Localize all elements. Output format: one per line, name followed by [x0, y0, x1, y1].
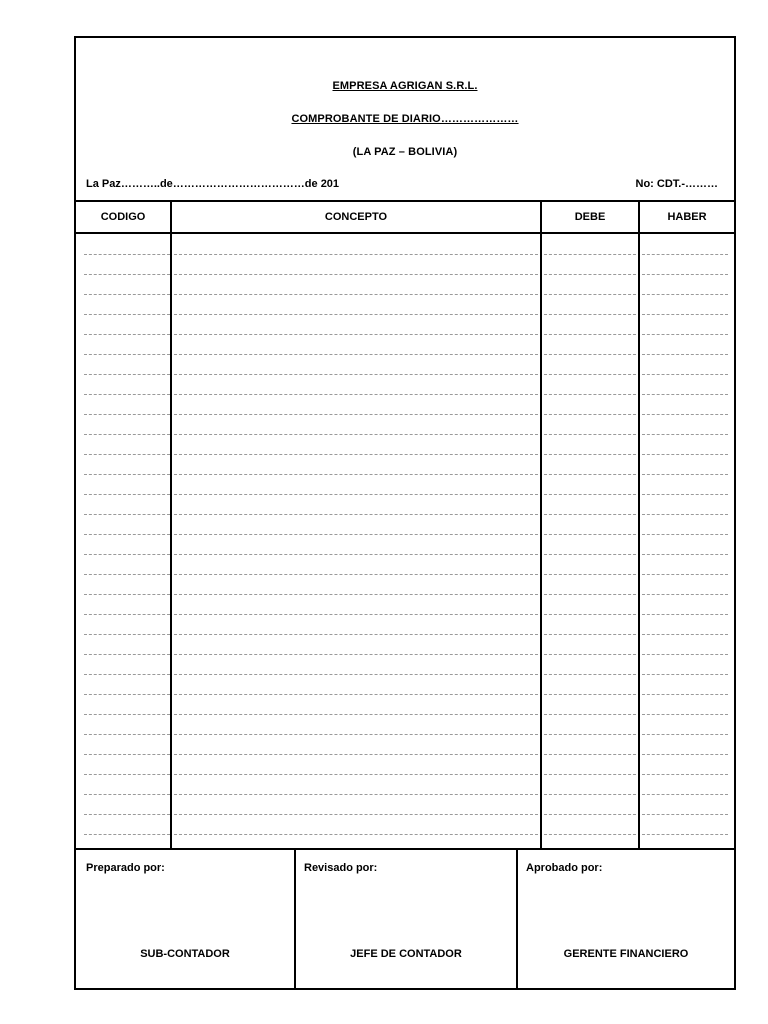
ruled-line: [84, 454, 170, 455]
ruled-line: [642, 534, 728, 535]
ruled-line: [174, 554, 538, 555]
ruled-line: [84, 814, 170, 815]
ruled-line: [544, 534, 636, 535]
ruled-line: [544, 454, 636, 455]
document-title: COMPROBANTE DE DIARIO…………………: [291, 113, 519, 125]
ruled-line: [174, 254, 538, 255]
signature-block: [76, 848, 734, 988]
ruled-line: [642, 834, 728, 835]
ruled-line: [174, 514, 538, 515]
ruled-line: [544, 654, 636, 655]
ruled-line: [544, 434, 636, 435]
ruled-line: [544, 334, 636, 335]
ruled-line: [642, 494, 728, 495]
column-header-code: CODIGO: [100, 211, 146, 223]
ruled-line: [544, 614, 636, 615]
ruled-line: [174, 534, 538, 535]
table-header: [76, 200, 734, 234]
ruled-line: [84, 254, 170, 255]
ruled-line: [84, 354, 170, 355]
ruled-line: [174, 294, 538, 295]
column-divider: [540, 202, 542, 232]
ruled-line: [174, 434, 538, 435]
ruled-line: [84, 414, 170, 415]
ruled-line: [84, 374, 170, 375]
ruled-line: [642, 334, 728, 335]
ruled-line: [544, 814, 636, 815]
ruled-line: [174, 834, 538, 835]
ruled-line: [174, 354, 538, 355]
ruled-line: [84, 494, 170, 495]
ruled-line: [544, 474, 636, 475]
ruled-line: [642, 314, 728, 315]
ruled-line: [544, 254, 636, 255]
ruled-line: [84, 614, 170, 615]
ruled-line: [84, 314, 170, 315]
column-header-debit: DEBE: [574, 211, 606, 223]
ruled-line: [642, 754, 728, 755]
ruled-line: [174, 454, 538, 455]
ruled-line: [174, 774, 538, 775]
ruled-line: [544, 794, 636, 795]
ruled-line: [642, 434, 728, 435]
ruled-line: [544, 774, 636, 775]
journal-voucher-form: [74, 36, 736, 990]
ruled-line: [84, 654, 170, 655]
column-divider: [170, 234, 172, 848]
column-header-credit: HABER: [667, 211, 707, 223]
ruled-line: [642, 734, 728, 735]
ruled-line: [642, 714, 728, 715]
ruled-line: [544, 674, 636, 675]
prepared-by-title: SUB-CONTADOR: [140, 948, 230, 960]
ruled-line: [174, 794, 538, 795]
ruled-line: [544, 834, 636, 835]
ruled-line: [544, 574, 636, 575]
ruled-line: [174, 654, 538, 655]
ruled-line: [84, 754, 170, 755]
ruled-line: [174, 414, 538, 415]
ruled-line: [544, 514, 636, 515]
ruled-line: [544, 314, 636, 315]
ruled-line: [544, 594, 636, 595]
ruled-line: [174, 674, 538, 675]
column-divider: [540, 234, 542, 848]
ruled-line: [84, 574, 170, 575]
ruled-line: [544, 634, 636, 635]
signature-divider: [516, 850, 518, 988]
reviewed-by-title: JEFE DE CONTADOR: [350, 948, 462, 960]
ruled-line: [174, 374, 538, 375]
ruled-line: [84, 674, 170, 675]
company-name: EMPRESA AGRIGAN S.R.L.: [332, 80, 478, 92]
ruled-line: [642, 274, 728, 275]
prepared-by-label: Preparado por:: [86, 862, 165, 874]
ruled-line: [84, 714, 170, 715]
column-divider: [638, 234, 640, 848]
column-divider: [638, 202, 640, 232]
ruled-line: [174, 814, 538, 815]
ruled-line: [544, 754, 636, 755]
ruled-line: [642, 354, 728, 355]
ruled-line: [642, 374, 728, 375]
approved-by-title: GERENTE FINANCIERO: [563, 948, 689, 960]
ruled-line: [174, 714, 538, 715]
ruled-line: [84, 554, 170, 555]
ruled-line: [642, 694, 728, 695]
signature-divider: [294, 850, 296, 988]
ruled-line: [642, 514, 728, 515]
ruled-line: [174, 394, 538, 395]
ruled-line: [544, 354, 636, 355]
ruled-line: [84, 514, 170, 515]
ruled-line: [174, 474, 538, 475]
ruled-line: [84, 474, 170, 475]
ruled-line: [84, 434, 170, 435]
ruled-line: [544, 714, 636, 715]
ruled-line: [174, 334, 538, 335]
ruled-line: [84, 334, 170, 335]
ruled-line: [84, 594, 170, 595]
ruled-line: [544, 294, 636, 295]
approved-by-label: Aprobado por:: [526, 862, 603, 874]
ruled-line: [642, 474, 728, 475]
ruled-line: [544, 494, 636, 495]
ruled-line: [174, 274, 538, 275]
ruled-line: [84, 774, 170, 775]
ruled-line: [174, 594, 538, 595]
ruled-line: [642, 634, 728, 635]
location-line: (LA PAZ – BOLIVIA): [352, 146, 458, 158]
ruled-line: [174, 754, 538, 755]
ruled-line: [84, 534, 170, 535]
ruled-line: [84, 394, 170, 395]
ruled-line: [642, 814, 728, 815]
ruled-line: [174, 634, 538, 635]
ruled-line: [84, 834, 170, 835]
ruled-line: [642, 594, 728, 595]
ruled-line: [642, 454, 728, 455]
ruled-line: [544, 734, 636, 735]
ruled-line: [174, 734, 538, 735]
ruled-line: [642, 794, 728, 795]
ruled-line: [642, 654, 728, 655]
ruled-line: [544, 414, 636, 415]
ruled-line: [642, 394, 728, 395]
ruled-line: [642, 414, 728, 415]
ruled-line: [174, 574, 538, 575]
ruled-line: [544, 394, 636, 395]
ruled-line: [174, 614, 538, 615]
entry-rows-area: [76, 234, 734, 848]
ruled-line: [84, 694, 170, 695]
date-line: La Paz………..de………………………………de 201: [86, 178, 340, 190]
ruled-line: [642, 294, 728, 295]
ruled-line: [642, 674, 728, 675]
ruled-line: [642, 254, 728, 255]
ruled-line: [642, 574, 728, 575]
ruled-line: [544, 694, 636, 695]
ruled-line: [544, 554, 636, 555]
ruled-line: [174, 694, 538, 695]
ruled-line: [642, 774, 728, 775]
ruled-line: [174, 314, 538, 315]
reviewed-by-label: Revisado por:: [304, 862, 378, 874]
column-divider: [170, 202, 172, 232]
ruled-line: [84, 274, 170, 275]
ruled-line: [84, 794, 170, 795]
ruled-line: [642, 554, 728, 555]
column-header-concept: CONCEPTO: [324, 211, 388, 223]
ruled-line: [84, 634, 170, 635]
ruled-line: [84, 294, 170, 295]
ruled-line: [544, 274, 636, 275]
ruled-line: [84, 734, 170, 735]
ruled-line: [544, 374, 636, 375]
ruled-line: [174, 494, 538, 495]
voucher-number: No: CDT.-………: [635, 178, 718, 190]
ruled-line: [642, 614, 728, 615]
